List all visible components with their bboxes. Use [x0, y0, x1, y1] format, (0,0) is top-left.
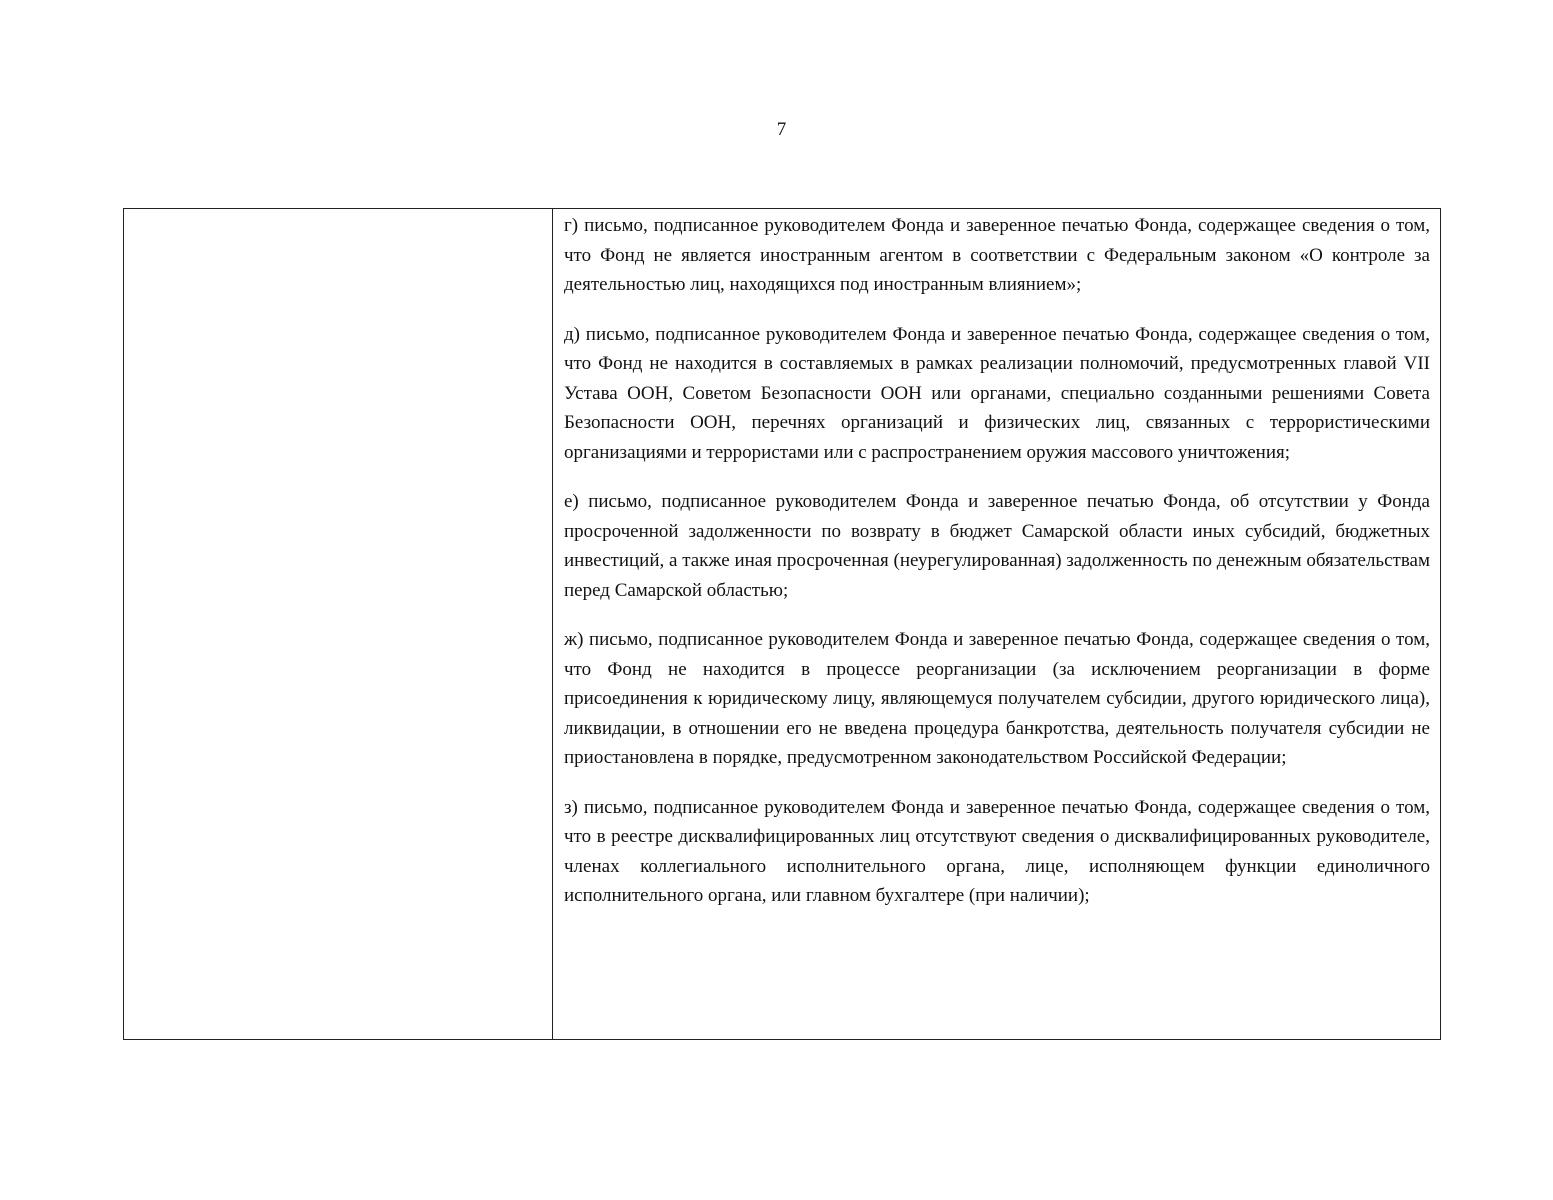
list-item-d: д) письмо, подписанное руководителем Фонда и заверенное печатью Фонда, содержащее сведения о том, что Фонд не находится в составляемых в рамках реализации полномочий, предусмотренных главой VII Устава ООН, Советом Безопасности ООН или органами, специально созданными решениями Совета Безопасности ООН, перечнях организаций и физических лиц, связанных с террористическими организациями и террористами или с распространением оружия массового уничтожения; — [564, 323, 1430, 463]
page-number: 7 — [776, 119, 787, 140]
document-table — [123, 208, 1441, 1040]
list-item-z: з) письмо, подписанное руководителем Фонда и заверенное печатью Фонда, содержащее сведения о том, что в реестре дисквалифицированных лиц отсутствуют сведения о дисквалифицированных руководителе, членах коллегиального исполнительного органа, лице, исполняющем функции единоличного исполнительного органа, или главном бухгалтере (при наличии); — [564, 796, 1430, 906]
table-left-cell — [124, 209, 553, 1039]
table-right-cell — [553, 209, 1440, 1039]
list-item-e: е) письмо, подписанное руководителем Фонда и заверенное печатью Фонда, об отсутствии у Фонда просроченной задолженности по возврату в бюджет Самарской области иных субсидий, бюджетных инвестиций, а также иная просроченная (неурегулированная) задолженность по денежным обязательствам перед Самарской областью; — [564, 491, 1431, 601]
list-item-g: г) письмо, подписанное руководителем Фонда и заверенное печатью Фонда, содержащее сведения о том, что Фонд не является иностранным агентом в соответствии с Федеральным законом «О контроле за деятельностью лиц, находящихся под иностранным влиянием»; — [564, 215, 1430, 295]
list-item-zh: ж) письмо, подписанное руководителем Фонда и заверенное печатью Фонда, содержащее сведения о том, что Фонд не находится в процессе реорганизации (за исключением реорганизации в форме присоединения к юридическому лицу, являющемуся получателем субсидии, другого юридического лица), ликвидации, в отношении его не введена процедура банкротства, деятельность получателя субсидии не приостановлена в порядке, предусмотренном законодательством Российской Федерации; — [564, 629, 1430, 768]
